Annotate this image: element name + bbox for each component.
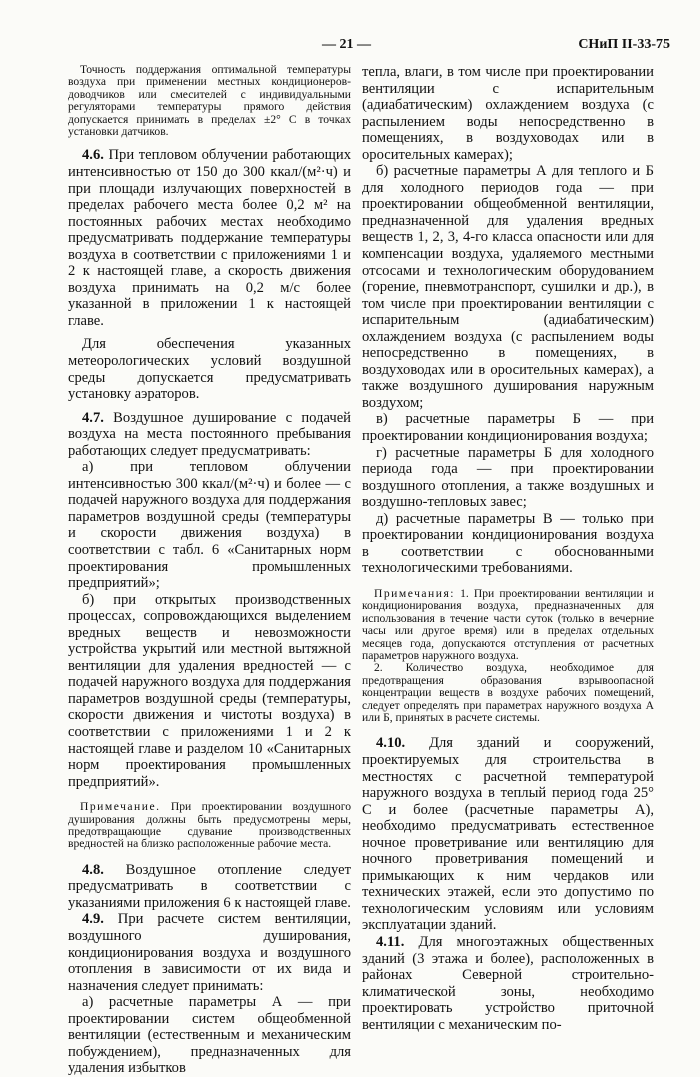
paragraph-number: 4.6. xyxy=(82,147,104,164)
right-column xyxy=(362,64,654,1033)
document-code: СНиП II-33-75 xyxy=(578,37,670,52)
notes-label: Примечания: xyxy=(374,586,456,600)
note-4-7 xyxy=(68,801,351,851)
paragraph-number: 4.9. xyxy=(82,911,104,928)
paragraph-text: При тепловом облучении работающих интенсивностью от 150 до 300 ккал/(м²·ч) и при площади излучающих поверхностей в пределах рабочего места более 0,2 м² на постоянных рабочих местах необходимо предусматривать поддержание температуры воздуха в соответствии с приложениями 1 и 2 к настоящей главе, а скорость движения воздуха принимать на 0,2 м/с более указанной в приложении 1 к настоящей главе. xyxy=(68,147,351,329)
paragraph-4-9-item-g: г) расчетные параметры Б для холодного периода года — при проектировании воздушного отопления, а также воздушных и воздушно-тепловых завес; xyxy=(362,444,654,511)
notes-4-9-1 xyxy=(362,588,654,662)
paragraph-4-7-item-a: а) при тепловом облучении интенсивностью 300 ккал/(м²·ч) и более — с подачей наружного воздуха для поддержания параметров воздушной среды (температуры и скорости движения воздуха) в соответствии с табл. 6 «Санитарных норм проектирования промышленных предприятий»; xyxy=(68,459,351,592)
paragraph-4-8 xyxy=(68,862,351,912)
paragraph-text: Для зданий и сооружений, проектируемых для строительства в местностях с расчетной температурой наружного воздуха в теплый период года 25° С и более (расчетные параметры А), необходимо предусматривать естественное ночное проветривание или вентиляцию для ночного проветривания помещений и примыкающих к ним чердаков или технических этажей, если это допустимо по технологическим условиям или условиям эксплуатации зданий. xyxy=(362,735,654,934)
paragraph-4-9-item-a: а) расчетные параметры А — при проектировании систем общеобменной вентиляции (естественным и механическим побуждением), предназначенных для удаления избытков xyxy=(68,994,351,1077)
paragraph-number: 4.7. xyxy=(82,409,104,426)
accuracy-note: Точность поддержания оптимальной температуры воздуха при применении местных кондиционеров-доводчиков или смесителей с индивидуальными регуляторами температуры прямого действия допускается принимать в пределах ±2° С в точках установки датчиков. xyxy=(68,63,351,139)
paragraph-4-6-continuation: Для обеспечения указанных метеорологических условий воздушной среды допускается предусматривать установку аэраторов. xyxy=(68,336,351,403)
paragraph-text: При расчете систем вентиляции, воздушного душирования, кондиционирования воздуха и воздушного отопления в зависимости от их вида и назначения следует принимать: xyxy=(68,911,351,994)
paragraph-4-9 xyxy=(68,911,351,994)
paragraph-number: 4.11. xyxy=(376,933,405,950)
paragraph-4-7 xyxy=(68,410,351,460)
paragraph-number: 4.10. xyxy=(376,735,406,752)
paragraph-4-7-item-b: б) при открытых производственных процессах, сопровождающихся выделением вредных веществ и невозможности устройства укрытий или местной вытяжной вентиляции для удаления вредностей — с подачей наружного воздуха для поддержания параметров воздушной среды (температуры, скорости движения и чистоты воздуха) в соответствии с приложениями 1 и 2 к настоящей главе и разделом 10 «Санитарных норм проектирования промышленных предприятий». xyxy=(68,591,351,790)
paragraph-text: Воздушное душирование с подачей воздуха на места постоянного пребывания работающих следует предусматривать: xyxy=(68,409,351,459)
paragraph-4-9-item-d: д) расчетные параметры В — только при проектировании кондиционирования воздуха в соответствии с обоснованными технологическими требованиями. xyxy=(362,510,654,577)
paragraph-4-6 xyxy=(68,147,351,329)
paragraph-4-11 xyxy=(362,934,654,1033)
paragraph-text: Для многоэтажных общественных зданий (3 этажа и более), расположенных в районах Северной строительно-климатической зоны, необходимо проектировать устройство приточной вентиляции с механическим по- xyxy=(362,933,654,1033)
left-column xyxy=(68,64,351,1077)
note-text: При проектировании воздушного душирования должны быть предусмотрены меры, предотвращающие сдувание производственных вредностей на близко расположенные рабочие места. xyxy=(68,800,351,851)
paragraph-4-9-item-a-continuation: тепла, влаги, в том числе при проектировании вентиляции с испарительным (адиабатическим) охлаждением воздуха (с распылением воды непосредственно в помещениях, в воздуховодах или в оросительных камерах); xyxy=(362,64,654,163)
paragraph-text: Воздушное отопление следует предусматривать в соответствии с указаниями приложения 6 к настоящей главе. xyxy=(68,861,352,911)
paragraph-4-10 xyxy=(362,735,654,934)
paragraph-4-9-item-v: в) расчетные параметры Б — при проектировании кондиционирования воздуха; xyxy=(362,411,654,445)
notes-4-9-2: 2. Количество воздуха, необходимое для предотвращения образования взрывоопасной концентрации веществ в воздухе рабочих помещений, следует определять при параметрах наружного воздуха А или Б, принятых в расчете системы. xyxy=(362,661,654,725)
note-text: 1. При проектировании вентиляции и кондиционирования воздуха, предназначенных для использования в течение части суток (только в вечерние часы или другое время) или в пределах отдельных месяцев года, допускаются отступления от расчетных параметров наружного воздуха. xyxy=(362,586,654,662)
paragraph-4-9-item-b: б) расчетные параметры А для теплого и Б для холодного периодов года — при проектировании общеобменной вентиляции, предназначенной для удаления вредных веществ 1, 2, 3, 4-го класса опасности или для компенсации воздуха, удаляемого местными отсосами и технологическим оборудованием (горение, пневмотранспорт, сушилки и др.), в том числе при проектировании вентиляции с испарительным (адиабатическим) охлаждением воздуха (с распылением воды непосредственно в помещениях, в воздуховодах или в оросительных камерах), а также воздушного душирования наружным воздухом; xyxy=(362,163,654,411)
paragraph-number: 4.8. xyxy=(82,861,104,878)
page-number: — 21 — xyxy=(322,37,371,52)
note-label: Примечание. xyxy=(80,800,161,814)
